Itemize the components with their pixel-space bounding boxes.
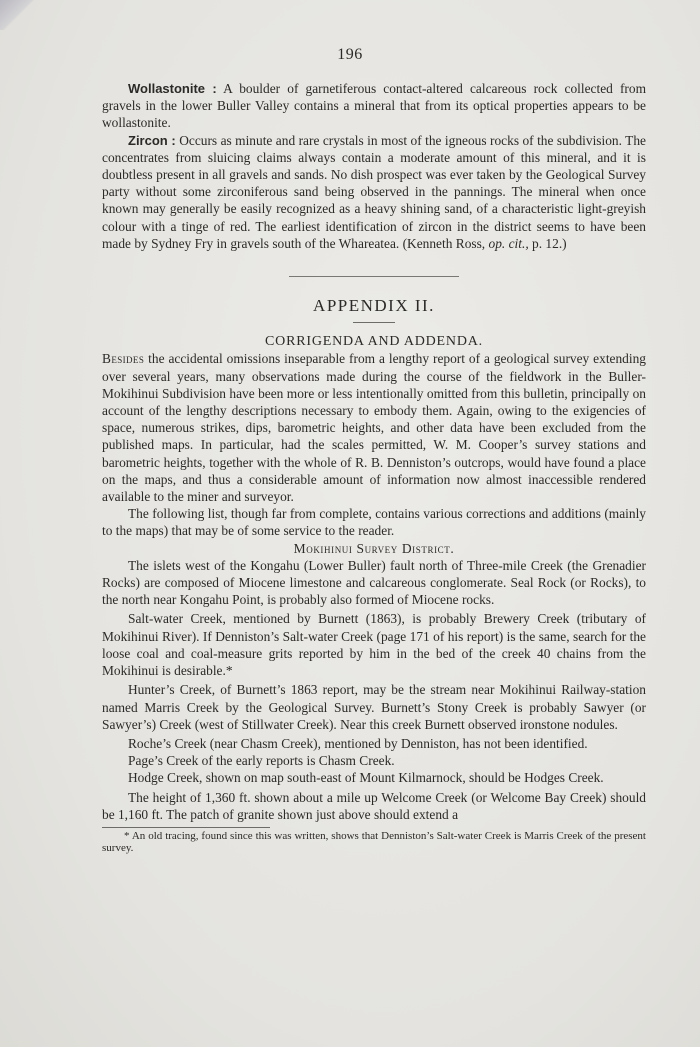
district-paragraph: The height of 1,360 ft. shown about a mile up Welcome Creek (or Welcome Bay Creek) should be 1,160 ft. The patch of granite shown just above should extend a [102, 789, 646, 822]
district-paragraph: Page’s Creek of the early reports is Chasm Creek. [128, 753, 395, 769]
page-number: 196 [337, 46, 363, 63]
district-heading: Mokihinui Survey District. [293, 540, 455, 556]
district-paragraph: Hunter’s Creek, of Burnett’s 1863 report, may be the stream near Mokihinui Railway-station named Marris Creek by the Geological Survey. Burnett’s Stony Creek is probably Sawyer (or Sawyer’s) Creek (west of Stillwater Creek). Near this creek Burnett observed ironstone nodules. [102, 682, 646, 732]
entry-term: Zircon : [128, 132, 176, 148]
appendix-subtitle: CORRIGENDA AND ADDENDA. [265, 334, 483, 350]
district-paragraph: Hodge Creek, shown on map south-east of Mount Kilmarnock, should be Hodges Creek. [128, 770, 604, 786]
intro-text: the accidental omissions inseparable from a lengthy report of a geological survey extending over several years, many observations made during the course of the fieldwork in the Buller-Mokihinui Subdivision have been more or less intentionally omitted from this bulletin, principally on account of the lengthy descriptions necessary to embody them. Again, owing to the exigencies of space, numerous strikes, dips, barometric heights, and other data have been excluded from the published maps. In particular, had the scales permitted, W. M. Cooper’s survey stations and barometric heights, together with the whole of R. B. Denniston’s outcrops, would have found a place on the maps, and thus a considerable amount of information now almost inaccessible rendered available to the miner and surveyor. [102, 351, 646, 505]
title-rule [353, 322, 395, 323]
entry-text: Occurs as minute and rare crystals in most of the igneous rocks of the subdivision. The concentrates from sluicing claims always contain a moderate amount of this mineral, and it is doubtless present in all gravels and sands. No dish prospect was ever taken by the Geological Survey party without some zirconiferous sand being observed in the pannings. The mineral when once known may generally be easily recognized as a heavy shining sand, of a characteristic light-greyish colour with a tinge of red. The earliest identification of zircon in the district seems to have been made by Sydney Fry in gravels south of the Whareatea. (Kenneth Ross, [102, 132, 646, 251]
entry-text: A boulder of garnetiferous contact-altered calcareous rock collected from gravels in the lower Buller Valley contains a mineral that from its optical properties appears to be wollastonite. [102, 81, 646, 131]
citation-tail: p. 12.) [528, 235, 567, 251]
district-paragraph: The islets west of the Kongahu (Lower Buller) fault north of Three-mile Creek (the Grenadier Rocks) are composed of Miocene limestone and calcareous conglomerate. Seal Rock (or Rocks), to the north near Kongahu Point, is probably also formed of Miocene rocks. [102, 557, 646, 608]
intro-paragraph-2: The following list, though far from complete, contains various corrections and additions (mainly to the maps) that may be of some service to the reader. [102, 506, 646, 539]
entry-zircon [102, 132, 646, 252]
lead-word: Besides [102, 351, 145, 367]
intro-paragraph [102, 350, 646, 505]
section-divider [289, 276, 459, 277]
district-paragraph: Roche’s Creek (near Chasm Creek), mentioned by Denniston, has not been identified. [128, 735, 588, 751]
entry-term: Wollastonite : [128, 81, 217, 96]
appendix-title: APPENDIX II. [313, 296, 435, 316]
footnote: * An old tracing, found since this was written, shows that Denniston’s Salt-water Creek is Marris Creek of the present survey. [102, 829, 646, 855]
page-body [102, 80, 646, 855]
citation-italic: op. cit., [488, 235, 529, 251]
footnote-rule [102, 827, 270, 828]
page-corner-shadow [0, 0, 40, 30]
district-paragraph: Salt-water Creek, mentioned by Burnett (1863), is probably Brewery Creek (tributary of Mokihinui River). If Denniston’s Salt-water Creek (page 171 of his report) is the same, search for the loose coal and coal-measure grits reported by him in the bed of the creek 40 chains from the Mokihinui is desirable.* [102, 611, 646, 679]
entry-wollastonite [102, 80, 646, 132]
